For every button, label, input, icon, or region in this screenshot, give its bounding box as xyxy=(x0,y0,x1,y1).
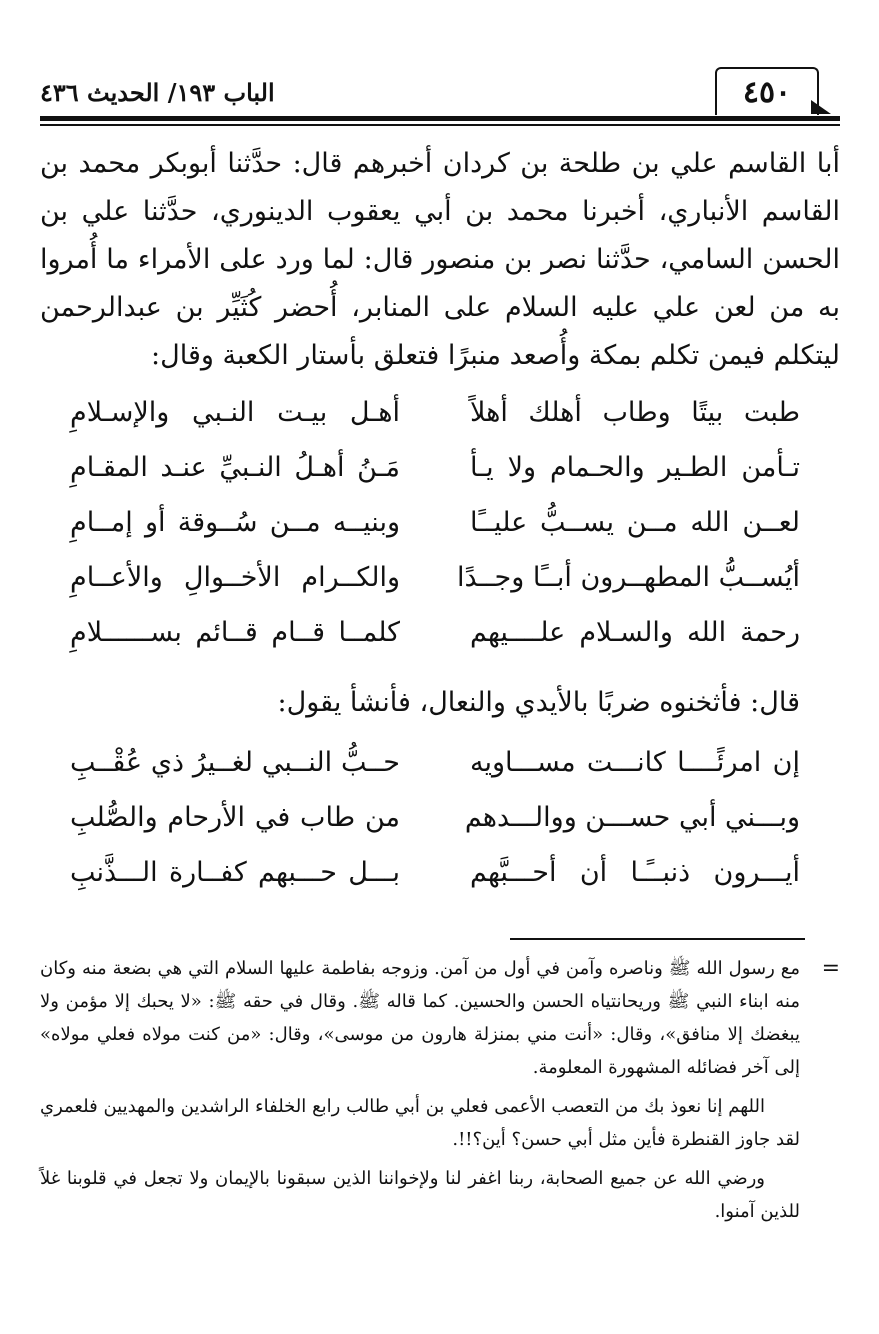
first-hemistich: طبت بيتًا وطاب أهلك أهلاً xyxy=(470,397,800,428)
poem-line xyxy=(40,605,840,660)
second-hemistich: أهـل بيـت النـبي والإسـلامِ xyxy=(70,397,400,428)
first-hemistich: رحمة الله والسـلام علــــيهم xyxy=(470,617,800,648)
footnotes xyxy=(40,952,840,1234)
poem-line xyxy=(40,440,840,495)
footnote-text: مع رسول الله ﷺ وناصره وآمن في أول من آمن. وزوجه بفاطمة عليها السلام التي هي بضعة منه وكان منه ابناء النبي ﷺ وريحانتياه الحسن والحسين. كما قاله ﷺ. وقال في حقه ﷺ: «لا يحبك إلا مؤمن ولا يبغضك إلا منافق»، وقال: «أنت مني بمنزلة هارون من موسى»، وقال: «من كنت مولاه فعلي مولاه» إلى آخر فضائله المشهورة المعلومة. xyxy=(40,958,800,1078)
first-hemistich: وبـــني أبي حســـن ووالـــدهم xyxy=(464,802,800,833)
second-hemistich: كلمــا قــام قــائم بســــــلامِ xyxy=(70,617,400,648)
continuation-marker: = xyxy=(821,956,840,981)
second-hemistich: بـــل حـــبهم كفــارة الـــذَّنبِ xyxy=(70,857,400,888)
page-header xyxy=(0,0,879,135)
first-hemistich: إن امرئًــــا كانـــت مســـاويه xyxy=(470,747,800,778)
header-rule-thick xyxy=(40,116,840,121)
second-hemistich: مَـنُ أهـلُ النـبيِّ عنـد المقـامِ xyxy=(70,452,400,483)
poem-1 xyxy=(40,385,840,660)
second-hemistich: وبنيــه مــن سُــوقة أو إمــامِ xyxy=(70,507,400,538)
second-hemistich: حــبُّ النــبي لغــيرُ ذي عُقْــبِ xyxy=(70,747,400,778)
narration-line: قال: فأثخنوه ضربًا بالأيدي والنعال، فأنشأ يقول: xyxy=(277,687,800,718)
poem-line xyxy=(40,550,840,605)
running-head: الباب ١٩٣/ الحديث ٤٣٦ xyxy=(40,78,275,107)
poem-line xyxy=(40,735,840,790)
poem-line xyxy=(40,495,840,550)
footnote-paragraph: ورضي الله عن جميع الصحابة، ربنا اغفر لنا ولإخواننا الذين سبقونا بالإيمان ولا تجعل في قلوبنا غلاً للذين آمنوا. xyxy=(40,1168,800,1222)
poem-line xyxy=(40,790,840,845)
first-hemistich: تـأمن الطـير والحـمام ولا يـأ xyxy=(470,452,800,483)
paragraph-text: أبا القاسم علي بن طلحة بن كردان أخبرهم قال: حدَّثنا أبوبكر محمد بن القاسم الأنباري، أخبرنا محمد بن أبي يعقوب الدينوري، حدَّثنا علي بن الحسن السامي، حدَّثنا نصر بن منصور قال: لما ورد على الأمراء ما أُمروا به من لعن علي عليه السلام على المنابر، أُحضر كُثَيِّر بن عبدالرحمن ليتكلم فيمن تكلم بمكة وأُصعد منبرًا فتعلق بأستار الكعبة وقال: xyxy=(40,148,840,371)
first-hemistich: أيـــرون ذنبــًـا أن أحـــبَّهم xyxy=(470,857,800,888)
first-hemistich: أيُســبُّ المطهــرون أبــًا وجــدًا xyxy=(457,562,800,593)
footnote-paragraph: اللهم إنا نعوذ بك من التعصب الأعمى فعلي بن أبي طالب رابع الخلفاء الراشدين والمهديين فلعمري لقد جاوز القنطرة فأين مثل أبي حسن؟ أين؟!!. xyxy=(40,1096,800,1150)
page-number: ٤٥٠ xyxy=(715,67,819,115)
poem-line xyxy=(40,385,840,440)
first-hemistich: لعــن الله مــن يســبُّ عليــًا xyxy=(470,507,800,538)
footnote-continuation xyxy=(40,952,840,1084)
footnote-separator xyxy=(510,938,805,940)
second-hemistich: من طاب في الأرحام والصُّلبِ xyxy=(70,802,400,833)
poem-line xyxy=(40,845,840,900)
poem-2 xyxy=(40,735,840,900)
header-rule-thin xyxy=(40,124,840,126)
second-hemistich: والكــرام الأخــوالِ والأعــامِ xyxy=(70,562,400,593)
body-paragraph xyxy=(40,140,840,380)
